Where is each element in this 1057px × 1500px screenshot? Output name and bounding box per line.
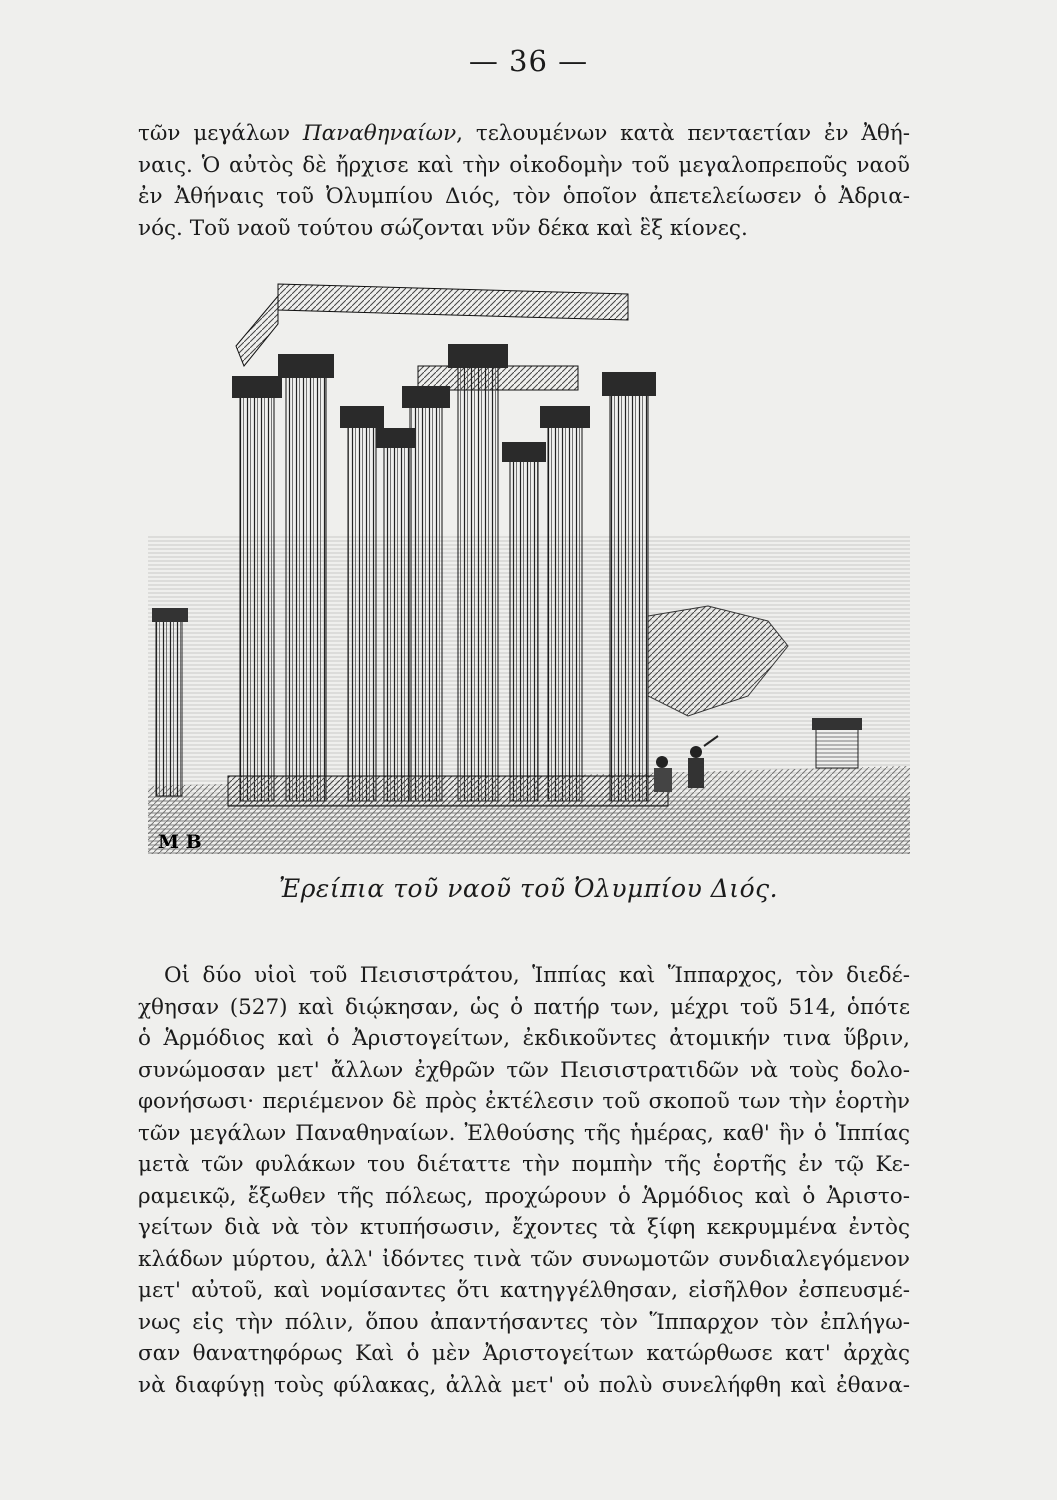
text-line: ναις. Ὁ αὐτὸς δὲ ἤρχισε καὶ τὴν οἰκοδομὴν τοῦ μεγαλοπρεποῦς ναοῦ bbox=[138, 152, 910, 178]
paragraph-intro bbox=[138, 118, 910, 244]
text-line: χθησαν (527) καὶ διῴκησαν, ὡς ὁ πατήρ των, μέχρι τοῦ 514, ὁπότε bbox=[138, 994, 910, 1020]
text-line: ὁ Ἁρμόδιος καὶ ὁ Ἀριστογείτων, ἐκδικοῦντες ἀτομικήν τινα ὕβριν, bbox=[138, 1026, 910, 1051]
festival-name: Παναθηναίων bbox=[302, 121, 457, 146]
temple-engraving bbox=[148, 276, 910, 854]
text-line: μετὰ τῶν φυλάκων του διέταττε τὴν πομπὴν τῆς ἑορτῆς ἐν τῷ Κε- bbox=[138, 1152, 910, 1177]
olympieion-illustration bbox=[148, 276, 910, 854]
figure-caption: Ἐρείπια τοῦ ναοῦ τοῦ Ὀλυμπίου Διός. bbox=[278, 874, 779, 903]
paragraph-main bbox=[138, 960, 910, 1401]
text-line: τῶν μεγάλων Παναθηναίων, τελουμένων κατὰ πενταετίαν ἐν Ἀθή- bbox=[138, 121, 910, 146]
text-line: σαν θανατηφόρως Καὶ ὁ μὲν Ἀριστογείτων κατώρθωσε κατ' ἀρχὰς bbox=[138, 1341, 910, 1366]
text-line: ἐν Ἀθήναις τοῦ Ὀλυμπίου Διός, τὸν ὁποῖον ἀπετελείωσεν ὁ Ἀδρια- bbox=[138, 184, 910, 209]
text-line: γείτων διὰ νὰ τὸν κτυπήσωσιν, ἔχοντες τὰ ξίφη κεκρυμμένα ἐντὸς bbox=[138, 1215, 910, 1240]
text-line: ραμεικῷ, ἔξωθεν τῆς πόλεως, προχώρουν ὁ Ἁρμόδιος καὶ ὁ Ἀριστο- bbox=[138, 1183, 910, 1209]
text-line: φονήσωσι· περιέμενον δὲ πρὸς ἐκτέλεσιν τοῦ σκοποῦ των τὴν ἑορτὴν bbox=[138, 1089, 910, 1114]
text-line: κλάδων μύρτου, ἀλλ' ἰδόντες τινὰ τῶν συνωμοτῶν συνδιαλεγόμενον bbox=[138, 1246, 910, 1272]
text-line: νως εἰς τὴν πόλιν, ὅπου ἀπαντήσαντες τὸν Ἵππαρχον τὸν ἐπλήγω- bbox=[138, 1309, 910, 1335]
text-line: νὰ διαφύγῃ τοὺς φύλακας, ἀλλὰ μετ' οὐ πολὺ συνελήφθη καὶ ἐθανα- bbox=[138, 1372, 910, 1398]
text-line: μετ' αὐτοῦ, καὶ νομίσαντες ὅτι κατηγγέλθησαν, εἰσῆλθον ἐσπευσμέ- bbox=[138, 1278, 910, 1303]
page-number: — 36 — bbox=[468, 44, 589, 78]
text-line: συνώμοσαν μετ' ἄλλων ἐχθρῶν τῶν Πεισιστρατιδῶν νὰ τοὺς δολο- bbox=[138, 1057, 910, 1083]
text-line: Οἱ δύο υἱοὶ τοῦ Πεισιστράτου, Ἱππίας καὶ Ἵππαρχος, τὸν διεδέ- bbox=[164, 963, 910, 988]
text-line: τῶν μεγάλων Παναθηναίων. Ἐλθούσης τῆς ἡμέρας, καθ' ἣν ὁ Ἱππίας bbox=[138, 1120, 910, 1146]
engraver-signature: Μ Β bbox=[158, 831, 202, 853]
text-line: νός. Τοῦ ναοῦ τούτου σώζονται νῦν δέκα καὶ ἓξ κίονες. bbox=[138, 215, 748, 241]
